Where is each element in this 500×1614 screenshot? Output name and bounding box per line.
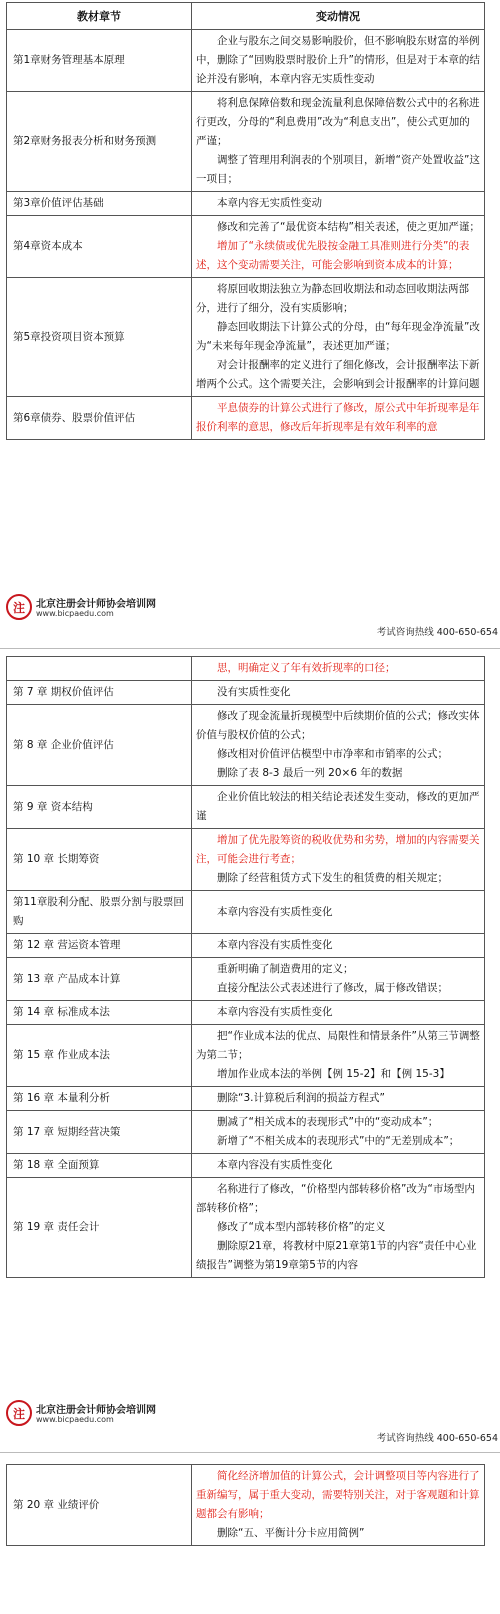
change-paragraph: 重新明确了制造费用的定义； xyxy=(217,963,354,975)
chapter-cell: 第 8 章 企业价值评估 xyxy=(7,705,192,786)
changes-cell xyxy=(192,681,485,705)
table-row xyxy=(7,681,485,705)
changes-cell xyxy=(192,1178,485,1278)
change-paragraph: 把“作业成本法的优点、局限性和情景条件”从第三节调整为第二节； xyxy=(196,1030,480,1061)
changes-cell xyxy=(192,786,485,829)
change-paragraph: 静态回收期法下计算公式的分母，由“每年现金净流量”改为“未来每年现金净流量”，表述更加严谨； xyxy=(196,321,480,352)
change-paragraph: 调整了管理用利润表的个别项目，新增“资产处置收益”这一项目； xyxy=(196,154,480,185)
chapter-cell: 第 7 章 期权价值评估 xyxy=(7,681,192,705)
changes-cell xyxy=(192,1154,485,1178)
changes-cell xyxy=(192,958,485,1001)
table-row xyxy=(7,278,485,397)
table-header-row xyxy=(7,3,485,30)
change-paragraph: 直接分配法公式表述进行了修改，属于修改错误； xyxy=(217,982,448,994)
table-row xyxy=(7,1465,485,1546)
header-chapter: 教材章节 xyxy=(7,3,192,30)
page-divider xyxy=(0,648,500,649)
chapter-cell: 第 19 章 责任会计 xyxy=(7,1178,192,1278)
org-url[interactable]: www.bicpaedu.com xyxy=(36,609,114,618)
chapter-cell: 第11章股利分配、股票分割与股票回购 xyxy=(7,891,192,934)
change-paragraph: 删除了表 8-3 最后一列 20×6 年的数据 xyxy=(217,767,403,779)
chapter-cell: 第 16 章 本量利分析 xyxy=(7,1087,192,1111)
table-row xyxy=(7,786,485,829)
chapter-cell: 第 12 章 营运资本管理 xyxy=(7,934,192,958)
chapter-cell: 第 18 章 全面预算 xyxy=(7,1154,192,1178)
changes-cell xyxy=(192,705,485,786)
table-row xyxy=(7,934,485,958)
change-paragraph: 增加了“永续债或优先股按金融工具准则进行分类”的表述，这个变动需要关注，可能会影响到资本成本的计算； xyxy=(196,240,470,271)
change-paragraph: 简化经济增加值的计算公式，会计调整项目等内容进行了重新编写，属于重大变动，需要特别关注，对于客观题和计算题都会有影响； xyxy=(196,1470,480,1520)
table-row xyxy=(7,1087,485,1111)
change-paragraph: 名称进行了修改，“价格型内部转移价格”改为“市场型内部转移价格”； xyxy=(196,1183,475,1214)
table-row xyxy=(7,397,485,440)
change-paragraph: 没有实质性变化 xyxy=(217,686,291,698)
table-row xyxy=(7,958,485,1001)
chapter-cell: 第 13 章 产品成本计算 xyxy=(7,958,192,1001)
changes-cell xyxy=(192,30,485,92)
change-paragraph: 修改了“成本型内部转移价格”的定义 xyxy=(217,1221,386,1233)
change-paragraph: 新增了“不相关成本的表现形式”中的“无差别成本”； xyxy=(217,1135,460,1147)
changes-cell xyxy=(192,278,485,397)
table-row xyxy=(7,829,485,891)
change-paragraph: 企业与股东之间交易影响股价，但不影响股东财富的举例中，删除了“回购股票时股价上升”的情形，但是对于本章的结论并没有影响，本章内容无实质性变动 xyxy=(196,35,480,85)
changes-table-3 xyxy=(6,1464,485,1546)
changes-cell xyxy=(192,216,485,278)
change-paragraph: 删除“五、平衡计分卡应用简例” xyxy=(217,1527,365,1539)
bicpa-logo-icon: 注 xyxy=(6,594,32,620)
table-row xyxy=(7,30,485,92)
page-footer-1 xyxy=(0,594,500,640)
page-divider xyxy=(0,1452,500,1453)
chapter-cell: 第4章资本成本 xyxy=(7,216,192,278)
table-row xyxy=(7,1001,485,1025)
changes-cell xyxy=(192,934,485,958)
table-row xyxy=(7,891,485,934)
hotline-text: 考试咨询热线 400-650-654 xyxy=(376,627,498,638)
chapter-cell: 第5章投资项目资本预算 xyxy=(7,278,192,397)
changes-cell xyxy=(192,1465,485,1546)
table-row xyxy=(7,705,485,786)
bicpa-logo-icon: 注 xyxy=(6,1400,32,1426)
changes-cell xyxy=(192,1087,485,1111)
table-row xyxy=(7,657,485,681)
change-paragraph: 本章内容没有实质性变化 xyxy=(217,1159,333,1171)
change-paragraph: 删除原21章，将教材中原21章第1节的内容“责任中心业绩报告”调整为第19章第5节的内容 xyxy=(196,1240,477,1271)
table-row xyxy=(7,92,485,192)
table-row xyxy=(7,216,485,278)
changes-cell xyxy=(192,829,485,891)
hotline-text: 考试咨询热线 400-650-654 xyxy=(376,1433,498,1444)
chapter-cell: 第2章财务报表分析和财务预测 xyxy=(7,92,192,192)
org-name: 北京注册会计师协会培训网 xyxy=(36,599,156,610)
chapter-cell: 第 15 章 作业成本法 xyxy=(7,1025,192,1087)
table-page-2 xyxy=(6,656,484,1278)
chapter-cell: 第3章价值评估基础 xyxy=(7,192,192,216)
change-paragraph: 将利息保障倍数和现金流量利息保障倍数公式中的名称进行更改，分母的“利息费用”改为“利息支出”，使公式更加的严谨； xyxy=(196,97,480,147)
changes-table-1 xyxy=(6,2,485,440)
header-changes: 变动情况 xyxy=(192,3,485,30)
change-paragraph: 企业价值比较法的相关结论表述发生变动，修改的更加严谨 xyxy=(196,791,480,822)
chapter-cell: 第1章财务管理基本原理 xyxy=(7,30,192,92)
change-paragraph: 增加作业成本法的举例【例 15-2】和【例 15-3】 xyxy=(217,1068,450,1080)
change-paragraph: 本章内容没有实质性变化 xyxy=(217,1006,333,1018)
change-paragraph: 本章内容无实质性变动 xyxy=(217,197,322,209)
change-paragraph: 删减了“相关成本的表现形式”中的“变动成本”； xyxy=(217,1116,439,1128)
change-paragraph: 删除“3.计算税后利润的损益方程式” xyxy=(217,1092,385,1104)
chapter-cell: 第 10 章 长期筹资 xyxy=(7,829,192,891)
change-paragraph: 删除了经营租赁方式下发生的租赁费的相关规定； xyxy=(217,872,448,884)
changes-cell xyxy=(192,1001,485,1025)
changes-cell xyxy=(192,657,485,681)
chapter-cell: 第 9 章 资本结构 xyxy=(7,786,192,829)
change-paragraph: 增加了优先股筹资的税收优势和劣势，增加的内容需要关注，可能会进行考查； xyxy=(196,834,480,865)
table-row xyxy=(7,192,485,216)
table-row xyxy=(7,1178,485,1278)
change-paragraph: 思，明确定义了年有效折现率的口径； xyxy=(217,662,396,674)
changes-cell xyxy=(192,891,485,934)
table-page-3 xyxy=(6,1464,484,1546)
change-paragraph: 平息债券的计算公式进行了修改，原公式中年折现率是年报价利率的意思，修改后年折现率是有效年利率的意 xyxy=(196,402,480,433)
chapter-cell xyxy=(7,657,192,681)
change-paragraph: 本章内容没有实质性变化 xyxy=(217,905,333,918)
org-name: 北京注册会计师协会培训网 xyxy=(36,1405,156,1416)
chapter-cell: 第 17 章 短期经营决策 xyxy=(7,1111,192,1154)
changes-cell xyxy=(192,92,485,192)
changes-cell xyxy=(192,1111,485,1154)
changes-cell xyxy=(192,1025,485,1087)
table-row xyxy=(7,1025,485,1087)
page-footer-2 xyxy=(0,1400,500,1446)
changes-cell xyxy=(192,397,485,440)
chapter-cell: 第 14 章 标准成本法 xyxy=(7,1001,192,1025)
chapter-cell: 第 20 章 业绩评价 xyxy=(7,1465,192,1546)
changes-table-2 xyxy=(6,656,485,1278)
change-paragraph: 修改和完善了“最优资本结构”相关表述，使之更加严谨； xyxy=(217,221,480,233)
chapter-cell: 第6章债券、股票价值评估 xyxy=(7,397,192,440)
org-url[interactable]: www.bicpaedu.com xyxy=(36,1415,114,1424)
change-paragraph: 修改了现金流量折现模型中后续期价值的公式；修改实体价值与股权价值的公式； xyxy=(196,710,480,741)
change-paragraph: 本章内容没有实质性变化 xyxy=(217,939,333,951)
table-page-1 xyxy=(6,2,484,440)
change-paragraph: 将原回收期法独立为静态回收期法和动态回收期法两部分，进行了细分，没有实质影响； xyxy=(196,283,469,314)
table-row xyxy=(7,1111,485,1154)
change-paragraph: 修改相对价值评估模型中市净率和市销率的公式； xyxy=(217,748,448,760)
change-paragraph: 对会计报酬率的定义进行了细化修改，会计报酬率法下新增两个公式。这个需要关注，会影响到会计报酬率的计算问题 xyxy=(196,359,480,390)
table-row xyxy=(7,1154,485,1178)
changes-cell xyxy=(192,192,485,216)
